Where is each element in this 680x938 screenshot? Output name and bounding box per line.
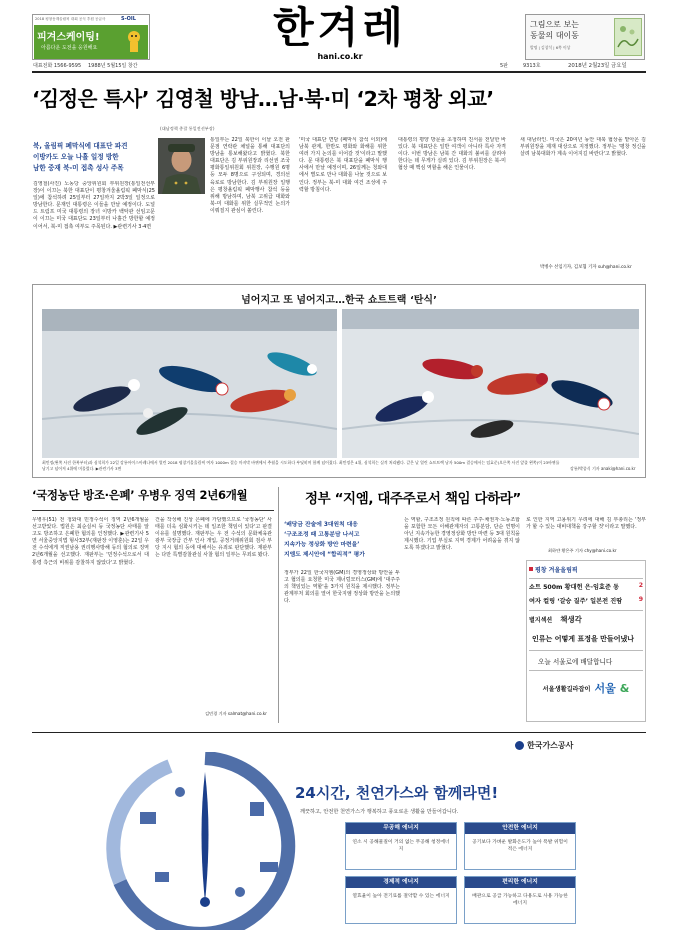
story2-byline: 김민경 기자 salmat@hani.co.kr bbox=[205, 711, 267, 716]
gas-ad-subtitle: 깨끗하고, 안전한 천연가스가 행복하고 풍요로운 생활을 만들어갑니다. bbox=[300, 809, 459, 815]
gas-card-text: 열효율이 높아 전기료를 절약할 수 있는 에너지 bbox=[352, 894, 450, 899]
gas-logo-icon bbox=[515, 741, 524, 750]
info-edition: 5판 bbox=[500, 63, 509, 69]
right-ad-line1: 그림으로 보는 bbox=[530, 20, 579, 29]
info-founded: 1988년 5월15일 창간 bbox=[88, 63, 138, 69]
index-item-page: 2 bbox=[638, 582, 643, 589]
newspaper-url[interactable]: hani.co.kr bbox=[317, 52, 363, 61]
shorttrack-photo-left bbox=[42, 309, 337, 458]
photo-feature-credit: 강릉/박종식 기자 anaki@hani.co.kr bbox=[570, 466, 636, 471]
lead-photo-caption: (대남정책 총괄 통일전선부장) bbox=[160, 126, 215, 131]
left-ad-headline: 피겨스케이팅! bbox=[37, 32, 100, 43]
left-ad-sub: 아름다운 도전을 응원해요 bbox=[41, 45, 98, 51]
index-item[interactable] bbox=[529, 582, 643, 591]
story3-col2: 는 역할, 구조조정 원칙에 따른 주주·채권자·노동조합을 포함한 모든 이해관계자의 고통분담, 단순 연명이 아닌 지속가능한 경영정상화 방안 마련 등 3대 원칙을 제시했다. 기업 부실로 지역 경제가 어려움을 겪지 않도록 하겠다고 밝혔다. bbox=[404, 517, 520, 552]
right-ad-line2: 동물의 대이동 bbox=[530, 31, 579, 40]
story2-col2: 건을 작성해 진상 은폐에 가담했으므로 '국정농단' 사태를 더욱 심화시키는 데 일조한 책임이 있다'고 판결 이유를 설명했다. 재판부는 우 전 수석의 문화체육관광부 국장급 간부 인사 개입, 공정거래위원회 검사 부당 지시 혐의 등에 대해서는 유죄로 판단했다. 재판부는 다만 특별감찰관실 사찰 혐의 일부는 무죄로 봤다. bbox=[155, 517, 272, 559]
left-ad-sponsor: S-OIL bbox=[121, 16, 136, 22]
story3-headline[interactable]: 정부 “지엠, 대주주로서 책임 다하라” bbox=[305, 491, 521, 507]
gas-ad-title: 24시간, 천연가스와 함께라면! bbox=[295, 784, 499, 802]
lead-col1: 김영철(사진) 노동당 중앙위원회 부위원장(통일전선부장)이 이끄는 북한 대표단이 평창겨울올림픽 폐막식(25일)에 참석하려 25일부터 27일까지 2박3일 일정으로 방남한다. 문재인 대통령은 이들을 만날 예정이다. 도널드 트럼프 미국 대통령의 장녀 이방카 백악관 선임고문이 이끄는 미국 대표단도 23일부터 나흘간 방한할 예정이어서, 북-미 접촉 여부도 주목된다. ▶관련기사 3·4면 bbox=[33, 181, 155, 230]
story3-sub-line: 지속가능 정상화 방안 마련을’ bbox=[284, 542, 360, 548]
gas-card-title: 안전한 에너지 bbox=[465, 823, 575, 834]
mascot-icon bbox=[125, 29, 143, 55]
lead-col3: '미국 대표단 면담 (폐막식 참석 이외)에 남북 관계, 한반도 평화와 화해를 위한 여러 가지 논의를 이어갈 것'이라고 말했다. 문 대통령은 북 대표단을 폐막식 행사에서 만날 예정이며, 26일께는 청와대에서 별도로 만나 대화를 나눌 것으로 보인다. 정부는 북-미 대화 여건 조성에 주력할 방침이다. bbox=[299, 137, 387, 193]
index-header-label: 평창 겨울올림픽 bbox=[535, 566, 578, 574]
story3-col1: 정부가 22일 한국지엠(GM)의 경영정상화 방안을 두고 협의를 요청한 미국 제너럴모터스(GM)에 '대주주의 책임있는 역할'을 3가지 원칙을 제시했다. 정부는 관계부처 회의를 열어 한국지엠 정상화 방안을 논의했다. bbox=[284, 570, 400, 605]
index-divider bbox=[529, 650, 643, 651]
seoul-ad-text: 서울생활길라잡이 bbox=[542, 685, 591, 693]
index-divider bbox=[529, 670, 643, 671]
index-item[interactable] bbox=[529, 596, 643, 605]
lead-byline: 박병수 선임기자, 김보협 기자 suh@hani.co.kr bbox=[540, 265, 632, 270]
story2-col1: 우병우(51) 전 청와대 민정수석이 징역 2년6개월을 선고받았다. 법원은 최순실씨 등 국정농단 사태를 알고도 방조하고 은폐한 혐의를 인정했다. ▶관련기사 5면 서울중앙지법 형사32부(재판장 이영훈)는 22일 우 전 수석에게 직권남용 권리행사방해 등의 혐의로 징역 2년6개월을 선고했다. 재판부는 '민정수석으로서 대통령 측근의 비위를 감찰하지 않았다'고 밝혔다. bbox=[32, 517, 149, 566]
info-issue: 9313호 bbox=[523, 63, 541, 69]
lead-summary-line: 남한 중재 북-미 접촉 성사 주목 bbox=[33, 164, 124, 172]
gas-card bbox=[464, 822, 576, 870]
lead-headline[interactable]: ‘김정은 특사’ 김영철 방남…남·북·미 ‘2차 평창 외교’ bbox=[32, 87, 494, 111]
story3-sub-line: 지엠도 제시안에 “합리적” 평가 bbox=[284, 552, 365, 558]
column-divider bbox=[278, 487, 279, 723]
gas-card bbox=[345, 876, 457, 924]
story2-rule bbox=[32, 510, 274, 511]
photo-feature-caption: 최민정(왼쪽 사진 한복부터)과 심석희가 22일 강릉아이스아레나에서 열린 2018 평창겨울올림픽 여자 1000m 결승 마지막 바퀴에서 추월을 시도하다 부딪히며 함께 넘어졌다. 최민정은 4위, 심석희는 실격 처리됐다. 같은 날 열린 쇼트트랙 남자 500m 결승에서는 임효준(오른쪽 사진 앞줄 왼쪽)이 23바퀴를 남기고 넘어져 4위에 머물렀다. ▶관련기사 3면 bbox=[42, 460, 560, 471]
gas-clock-graphic bbox=[100, 752, 310, 930]
promo-title: 책생각 bbox=[560, 615, 582, 624]
index-divider bbox=[529, 578, 643, 579]
seoul-brand-mark-icon: & bbox=[619, 681, 630, 695]
masthead-rule bbox=[32, 71, 646, 73]
promo-text[interactable]: 인류는 어떻게 표정을 만들어냈나 bbox=[532, 635, 634, 643]
index-header[interactable] bbox=[529, 563, 643, 575]
book-cover-icon bbox=[614, 18, 642, 56]
gas-card-title: 편리한 에너지 bbox=[465, 877, 575, 888]
promo-label: 별지섹션 bbox=[529, 617, 553, 624]
ad-separator bbox=[32, 732, 646, 733]
masthead-right-ad[interactable] bbox=[525, 14, 645, 60]
index-item-page: 9 bbox=[638, 596, 643, 603]
index-divider bbox=[529, 610, 643, 611]
lead-summary-line: 북, 올림픽 폐막식에 대표단 파견 bbox=[33, 142, 128, 150]
photo-feature-title[interactable]: 넘어지고 또 넘어지고…한국 쇼트트랙 ‘탄식’ bbox=[241, 295, 437, 306]
kim-yong-chol-photo bbox=[158, 138, 205, 194]
ad-text[interactable]: 오늘 서울로에 배달합니다 bbox=[538, 658, 613, 666]
masthead-left-ad[interactable] bbox=[32, 14, 150, 60]
gas-card bbox=[345, 822, 457, 870]
lead-summary bbox=[33, 141, 155, 174]
seoul-ad[interactable] bbox=[529, 676, 643, 700]
gas-card-text: 배관으로 공급 가능하고 다용도로 사용 가능한 에너지 bbox=[472, 894, 568, 906]
lead-col5: 새 대남라인. 미국은 20여년 동안 대북 협상을 맡아온 김 부위원장을 제재 대상으로 지정했다. 정부는 '평창 정신을 살려 남북대화가 계속 이어지길 바란다'고 밝혔다. bbox=[520, 137, 646, 158]
story3-byline: 최하얀 황은주 기자 chy@hani.co.kr bbox=[548, 548, 617, 553]
promo-row[interactable] bbox=[529, 614, 643, 625]
gas-card-title: 무공해 에너지 bbox=[346, 823, 456, 834]
gas-card-text: 연소 시 공해물질이 거의 없는 무공해 청정에너지 bbox=[352, 840, 450, 852]
shorttrack-photo-right bbox=[342, 309, 639, 458]
gas-company: 한국가스공사 bbox=[527, 741, 574, 750]
gas-logo[interactable] bbox=[515, 740, 573, 751]
index-item-text: 쇼트 500m 황대헌 은·임효준 동 bbox=[529, 584, 620, 591]
info-date: 2018년 2월23일 금요일 bbox=[568, 63, 627, 69]
gas-card-title: 경제적 에너지 bbox=[346, 877, 456, 888]
left-ad-top-line: 2018 평창동계올림픽 대회 공식 후원 공급사 bbox=[35, 17, 106, 21]
story2-headline[interactable]: ‘국정농단 방조·은폐’ 우병우 징역 2년6개월 bbox=[32, 488, 248, 502]
gas-card bbox=[464, 876, 576, 924]
info-phone: 대표전화 1566-9595 bbox=[33, 63, 82, 69]
story3-sub-line: ‘구조조정 때 고통분담 나서고 bbox=[284, 532, 360, 538]
lead-col4: 대통령의 평양 방문을 초청하며 친서를 전달한 바 있다. 북 대표단은 일반 여객이 아니라 특사 자격이다. 이번 방남은 남북 간 대화의 불씨를 살려야 한다는 데 무게가 실려 있다. 김 부위원장은 북-미 협상 때 핵심 역할을 해온 인물이다. bbox=[398, 137, 506, 172]
newspaper-logo[interactable]: 한겨레 bbox=[273, 3, 407, 52]
story3-sub bbox=[284, 520, 400, 560]
bullet-icon bbox=[529, 567, 533, 571]
seoul-brand: 서울 bbox=[594, 682, 616, 695]
story3-sub-line: ‘배당금 잔술에 3대원칙 대응 bbox=[284, 522, 358, 528]
story3-col3: 로 인한 지역 고용위기 우려에 대해 김 부총리는 '정부가 할 수 있는 대비대책을 강구할 것'이라고 말했다. bbox=[526, 517, 646, 531]
right-ad-line3: 발명 | 김창석 | 6쪽 이상 bbox=[530, 45, 571, 50]
lead-summary-line: 이방카도 오늘 나흘 일정 방한 bbox=[33, 153, 119, 161]
lead-col2: 통일부는 22일 북한이 이날 오전 판문점 연락관 채널을 통해 대표단의 방남을 통보해왔다고 밝혔다. 북한 대표단은 김 부위원장과 리선권 조국평화통일위원회 위원장, 수행원 6명 등 모두 8명으로 구성되며, 경의선 육로로 방남한다. 김 부위원장 일행은 평창올림픽 폐막행사 참석 등을 위해 방남하며, 남북 고위급 대화와 북-미 대화를 위한 실무적인 논의가 이뤄질지 관심이 쏠린다. bbox=[210, 137, 290, 214]
index-item-text: 여자 컬링 ‘갈승 질주’ 일본전 진땀 bbox=[529, 598, 623, 605]
gas-card-text: 공기보다 가벼운 발화온도가 높아 폭발 위험이 적은 에너지 bbox=[472, 840, 568, 852]
